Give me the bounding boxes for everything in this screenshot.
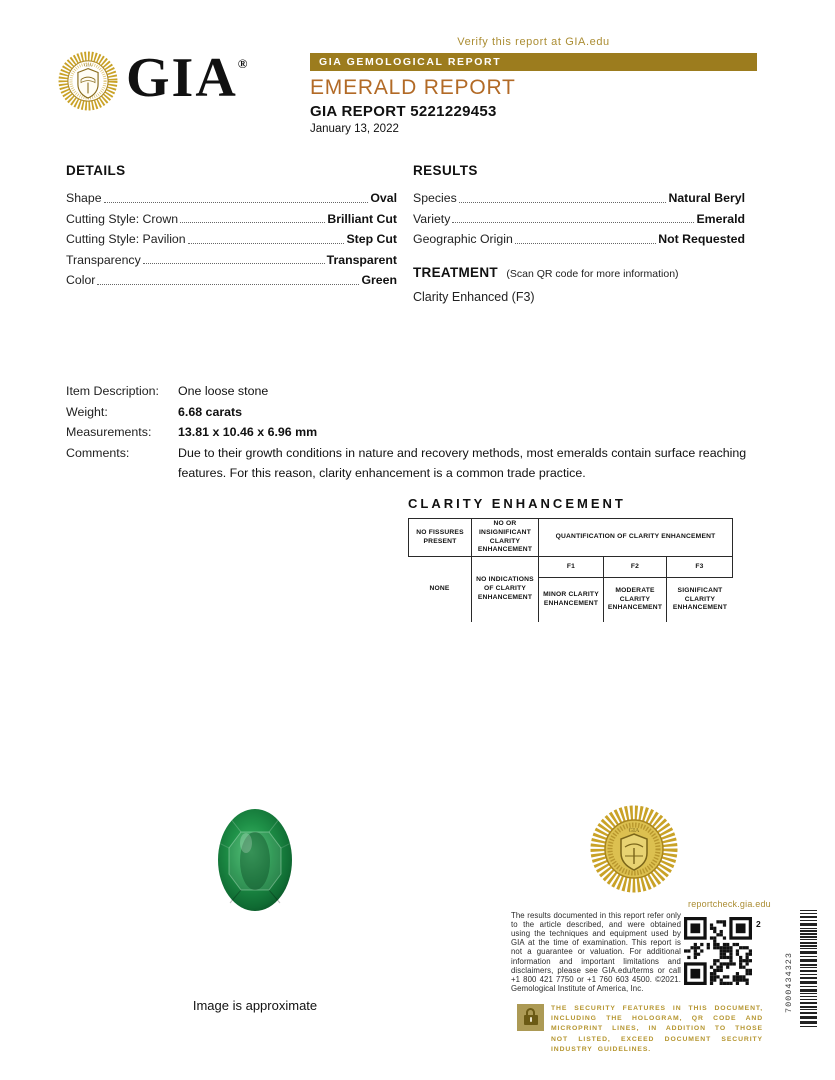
- table-cell-f1: F1: [539, 557, 603, 578]
- qr-code: [684, 917, 752, 985]
- table-cell-f3: F3: [667, 557, 733, 578]
- spec-value: Emerald: [696, 211, 745, 226]
- report-banner: GIA GEMOLOGICAL REPORT: [310, 53, 757, 71]
- dotted-leader: [459, 202, 667, 203]
- treatment-value: Clarity Enhanced (F3): [413, 289, 535, 304]
- spec-value: Natural Beryl: [668, 191, 745, 206]
- item-row-weight: [66, 402, 756, 423]
- dotted-leader: [188, 243, 345, 244]
- spec-row-color: [66, 267, 397, 288]
- spec-row-transparency: [66, 247, 397, 268]
- verify-report-text: Verify this report at GIA.edu: [457, 36, 610, 48]
- treatment-block: [413, 264, 745, 304]
- clarity-enhancement-table: [408, 518, 733, 622]
- svg-text:GIA: GIA: [628, 828, 640, 834]
- item-row-measurements: [66, 422, 756, 443]
- dotted-leader: [180, 222, 325, 223]
- item-value: One loose stone: [178, 384, 269, 398]
- dotted-leader: [143, 263, 325, 264]
- spec-label: Transparency: [66, 252, 141, 267]
- spec-value: Step Cut: [346, 232, 397, 247]
- details-heading: DETAILS: [66, 163, 126, 178]
- dotted-leader: [452, 222, 694, 223]
- item-label: Weight:: [66, 404, 108, 419]
- spec-value: Oval: [370, 191, 397, 206]
- spec-label: Species: [413, 191, 457, 206]
- item-value: 13.81 x 10.46 x 6.96 mm: [178, 425, 318, 440]
- results-section: [413, 163, 745, 304]
- security-note: THE SECURITY FEATURES IN THIS DOCUMENT, INCLUDING THE HOLOGRAM, QR CODE AND MICROPRINT LINES, IN ADDITION TO THOSE NOT LISTED, EXCEED DOCUMENT SECURITY INDUSTRY GUIDELINES.: [551, 1005, 763, 1053]
- spec-label: Shape: [66, 191, 102, 206]
- details-section: [66, 163, 397, 288]
- table-header-insignificant: NO OR INSIGNIFICANT CLARITY ENHANCEMENT: [472, 519, 539, 557]
- reportcheck-url: reportcheck.gia.edu: [688, 899, 771, 909]
- spec-row-origin: [413, 226, 745, 247]
- item-label: Measurements:: [66, 425, 152, 440]
- report-number: GIA REPORT 5221229453: [310, 103, 497, 120]
- lock-icon: [517, 1004, 544, 1031]
- barcode-number: 7000434323: [784, 952, 794, 1014]
- table-header-no-fissures: NO FISSURES PRESENT: [408, 519, 472, 557]
- spec-label: Cutting Style: Pavilion: [66, 232, 186, 247]
- barcode: [800, 910, 817, 1028]
- spec-label: Cutting Style: Crown: [66, 211, 179, 226]
- security-strip: [517, 1004, 763, 1055]
- spec-row-variety: [413, 206, 745, 227]
- image-caption: Image is approximate: [192, 998, 318, 1013]
- spec-label: Color: [66, 273, 96, 288]
- spec-row-crown: [66, 206, 397, 227]
- spec-value: Transparent: [326, 252, 397, 267]
- spec-value: Green: [361, 273, 397, 288]
- treatment-note: (Scan QR code for more information): [506, 267, 679, 280]
- page-title: EMERALD REPORT: [310, 76, 516, 99]
- gia-seal-icon: [57, 50, 119, 112]
- results-heading: RESULTS: [413, 163, 478, 178]
- emerald-photo: [217, 808, 293, 912]
- svg-text:GIA: GIA: [83, 63, 93, 69]
- treatment-heading: TREATMENT: [413, 264, 498, 280]
- table-cell-f2-desc: MODERATE CLARITY ENHANCEMENT: [603, 578, 667, 622]
- item-value: Due to their growth conditions in nature and recovery methods, most emeralds contain surface reaching features. For this reason, clarity enhancement is a common trade practice.: [178, 445, 747, 481]
- table-cell-f3-desc: SIGNIFICANT CLARITY ENHANCEMENT: [672, 586, 728, 612]
- dotted-leader: [515, 243, 656, 244]
- disclaimer-text: The results documented in this report refer only to the article described, and were obtained using the techniques and equipment used by GIA at the time of examination. This report is not a guarantee or valuation. For additional information and important limitations and disclaimers, please see GIA.edu/terms or call +1 800 421 7750 or +1 760 603 4500. ©2021. Gemological Institute of America, Inc.: [511, 911, 681, 993]
- spec-value: Not Requested: [658, 232, 745, 247]
- spec-row-pavilion: [66, 226, 397, 247]
- dotted-leader: [97, 284, 359, 285]
- table-cell-f1-desc: MINOR CLARITY ENHANCEMENT: [543, 591, 599, 607]
- item-value: 6.68 carats: [178, 404, 243, 419]
- clarity-enhancement-title: CLARITY ENHANCEMENT: [408, 496, 626, 511]
- table-cell-f2: F2: [603, 557, 667, 578]
- table-header-quantification: QUANTIFICATION OF CLARITY ENHANCEMENT: [539, 519, 733, 557]
- spec-row-species: [413, 185, 745, 206]
- gia-hologram-seal-icon: [589, 804, 679, 894]
- item-label: Item Description:: [66, 384, 159, 398]
- registered-mark: ®: [237, 56, 248, 71]
- table-cell-no-indications: NO INDICATIONS OF CLARITY ENHANCEMENT: [472, 557, 539, 622]
- spec-row-shape: [66, 185, 397, 206]
- item-row-description: [66, 381, 756, 402]
- table-cell-none: NONE: [408, 557, 472, 622]
- item-row-comments: [66, 443, 756, 484]
- item-label: Comments:: [66, 445, 130, 460]
- spec-label: Geographic Origin: [413, 232, 513, 247]
- qr-page-number: 2: [756, 919, 761, 929]
- dotted-leader: [104, 202, 369, 203]
- gia-logo: GIA®: [126, 47, 248, 109]
- report-date: January 13, 2022: [310, 123, 399, 135]
- spec-label: Variety: [413, 211, 451, 226]
- item-info-section: [66, 381, 756, 484]
- spec-value: Brilliant Cut: [327, 211, 397, 226]
